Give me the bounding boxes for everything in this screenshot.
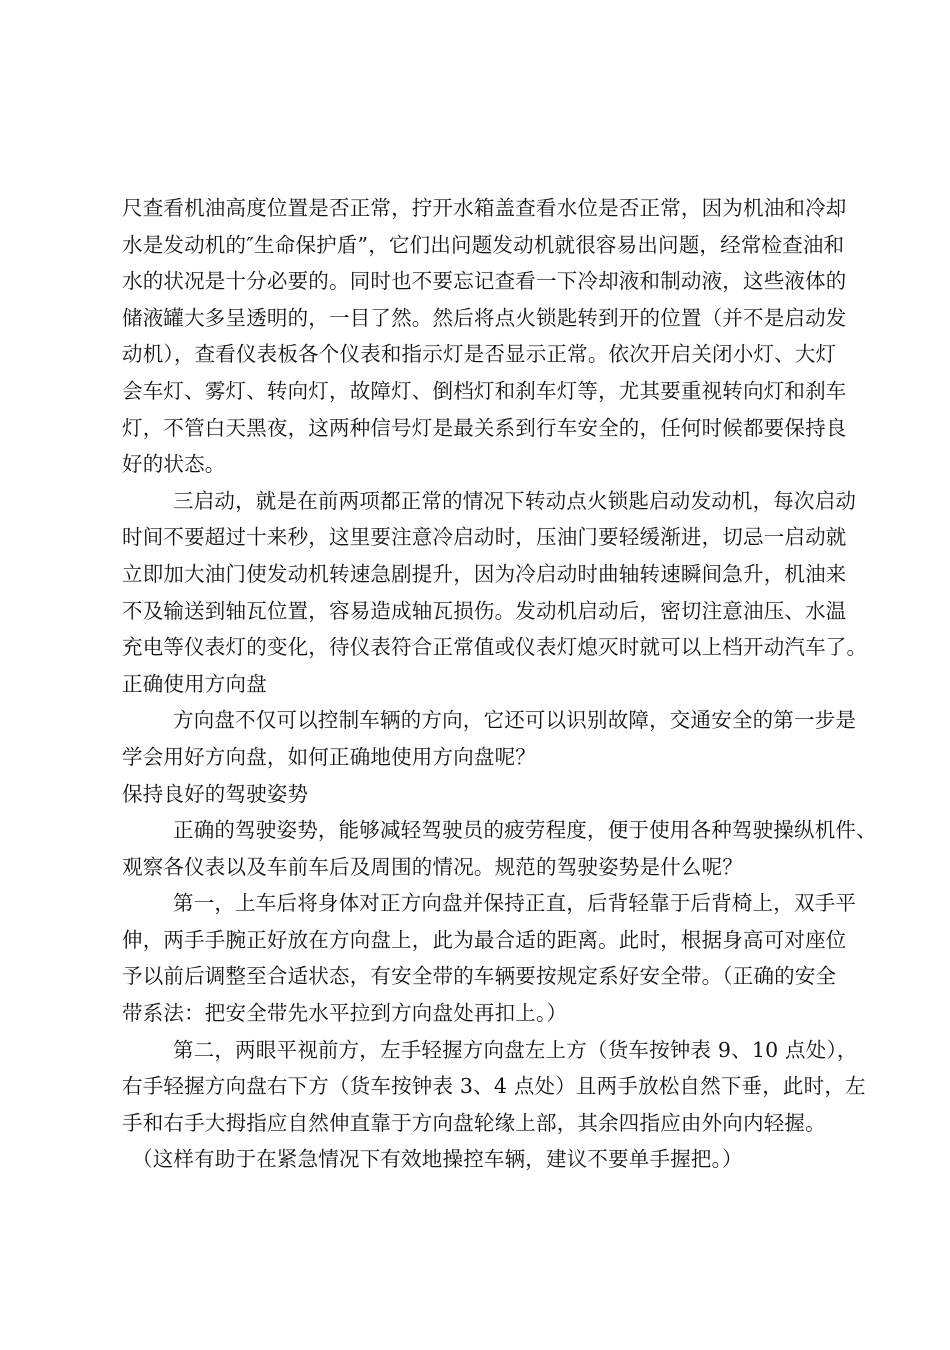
text-line: 充电等仪表灯的变化，待仪表符合正常值或仪表灯熄灭时就可以上档开动汽车了。 — [122, 635, 868, 660]
text-line: 带系法：把安全带先水平拉到方向盘处再扣上。） — [122, 1001, 568, 1026]
text-line: 水的状况是十分必要的。同时也不要忘记查看一下冷却液和制动液，这些液体的 — [122, 269, 847, 294]
text-line: 手和右手大拇指应自然伸直靠于方向盘轮缘上部，其余四指应由外向内轻握。 — [122, 1110, 826, 1135]
text-line: 水是发动机的″生命保护盾”，它们出问题发动机就很容易出问题，经常检查油和 — [122, 232, 845, 257]
paragraph-start-line: 三启动，就是在前两项都正常的情况下转动点火锁匙启动发动机，每次启动 — [173, 488, 857, 513]
text-line: 予以前后调整至合适状态，有安全带的车辆要按规定系好安全带。（正确的安全 — [122, 964, 837, 989]
paragraph-start-line: 方向盘不仅可以控制车辆的方向，它还可以识别故障，交通安全的第一步是 — [173, 708, 857, 733]
section-heading: 保持良好的驾驶姿势 — [122, 781, 309, 806]
text-line: 好的状态。 — [122, 452, 226, 477]
text-line: 观察各仪表以及车前车后及周围的情况。规范的驾驶姿势是什么呢？ — [122, 854, 743, 879]
text-line: 储液罐大多呈透明的，一目了然。然后将点火锁匙转到开的位置（并不是启动发 — [122, 305, 847, 330]
text-line: 会车灯、雾灯、转向灯，故障灯、倒档灯和刹车灯等，尤其要重视转向灯和刹车 — [122, 378, 847, 403]
text-line: 尺查看机油高度位置是否正常，拧开水箱盖查看水位是否正常，因为机油和冷却 — [122, 196, 847, 220]
text-line: 学会用好方向盘，如何正确地使用方向盘呢？ — [122, 744, 536, 769]
document-body — [122, 190, 930, 1178]
section-heading: 正确使用方向盘 — [122, 671, 267, 696]
text-line: 动机），查看仪表板各个仪表和指示灯是否显示正常。依次开启关闭小灯、大灯 — [122, 342, 837, 367]
note-line: （这样有助于在紧急情况下有效地操控车辆，建议不要单手握把。） — [132, 1147, 743, 1172]
text-line: 伸，两手手腕正好放在方向盘上，此为最合适的距离。此时，根据身高可对座位 — [122, 927, 847, 952]
paragraph-start-line: 第二，两眼平视前方，左手轻握方向盘左上方（货车按钟表 9、10 点处）， — [173, 1037, 858, 1062]
text-line: 灯，不管白天黑夜，这两种信号灯是最关系到行车安全的，任何时候都要保持良 — [122, 415, 847, 440]
paragraph-start-line: 第一，上车后将身体对正方向盘并保持正直，后背轻靠于后背椅上，双手平 — [173, 891, 857, 916]
text-line: 右手轻握方向盘右下方（货车按钟表 3、4 点处）且两手放松自然下垂，此时，左 — [122, 1074, 866, 1099]
paragraph-start-line: 正确的驾驶姿势，能够减轻驾驶员的疲劳程度，便于使用各种驾驶操纵机件、 — [173, 818, 877, 843]
text-line: 不及输送到轴瓦位置，容易造成轴瓦损伤。发动机启动后，密切注意油压、水温 — [122, 598, 847, 623]
text-line: 时间不要超过十来秒，这里要注意冷启动时，压油门要轻缓渐进，切忌一启动就 — [122, 525, 847, 550]
text-line: 立即加大油门使发动机转速急剧提升，因为冷启动时曲轴转速瞬间急升，机油来 — [122, 561, 847, 586]
